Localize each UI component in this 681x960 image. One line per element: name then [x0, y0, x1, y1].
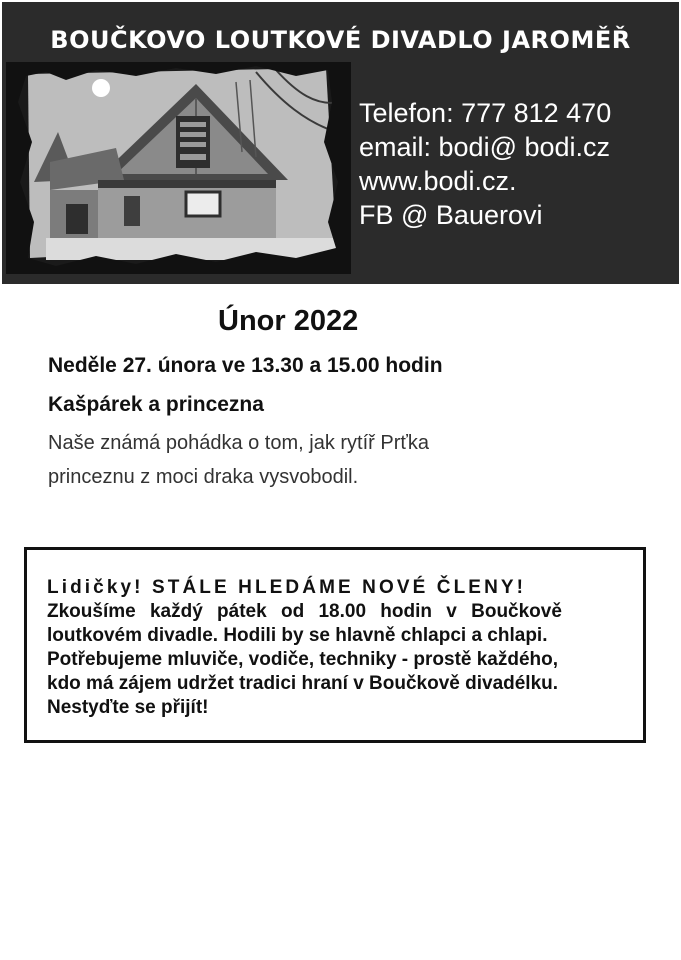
theatre-building-image — [6, 62, 351, 274]
notice-line: Zkoušíme každý pátek od 18.00 hodin v Boučkově — [47, 601, 562, 622]
contact-info — [359, 96, 611, 232]
event-date-time: Neděle 27. února ve 13.30 a 15.00 hodin — [48, 354, 443, 377]
header-banner — [2, 2, 679, 284]
notice-heading: Lidičky! STÁLE HLEDÁME NOVÉ ČLENY! — [47, 577, 527, 598]
theatre-title: BOUČKOVO LOUTKOVÉ DIVADLO JAROMĚŘ — [50, 26, 631, 54]
event-description-line: Naše známá pohádka o tom, jak rytíř Prťka — [48, 432, 429, 454]
notice-line: loutkovém divadle. Hodili by se hlavně chlapci a chlapi. — [47, 625, 548, 646]
website-text: www.bodi.cz. — [359, 166, 517, 196]
theatre-photo — [6, 62, 351, 274]
event-title: Kašpárek a princezna — [48, 393, 264, 416]
email-text: email: bodi@ bodi.cz — [359, 132, 611, 162]
notice-line: Nestyďte se přijít! — [47, 697, 209, 718]
event-description — [48, 426, 429, 494]
phone-text: Telefon: 777 812 470 — [359, 98, 612, 128]
notice-line: kdo má zájem udržet tradici hraní v Boučkově divadélku. — [47, 673, 559, 694]
notice-line: Potřebujeme mluviče, vodiče, techniky - prostě každého, — [47, 649, 559, 670]
recruitment-notice-box — [24, 547, 646, 743]
recruitment-notice-text — [47, 576, 627, 720]
event-description-line: princeznu z moci draka vysvobodil. — [48, 466, 359, 488]
month-heading: Únor 2022 — [218, 305, 359, 337]
facebook-text: FB @ Bauerovi — [359, 200, 543, 230]
